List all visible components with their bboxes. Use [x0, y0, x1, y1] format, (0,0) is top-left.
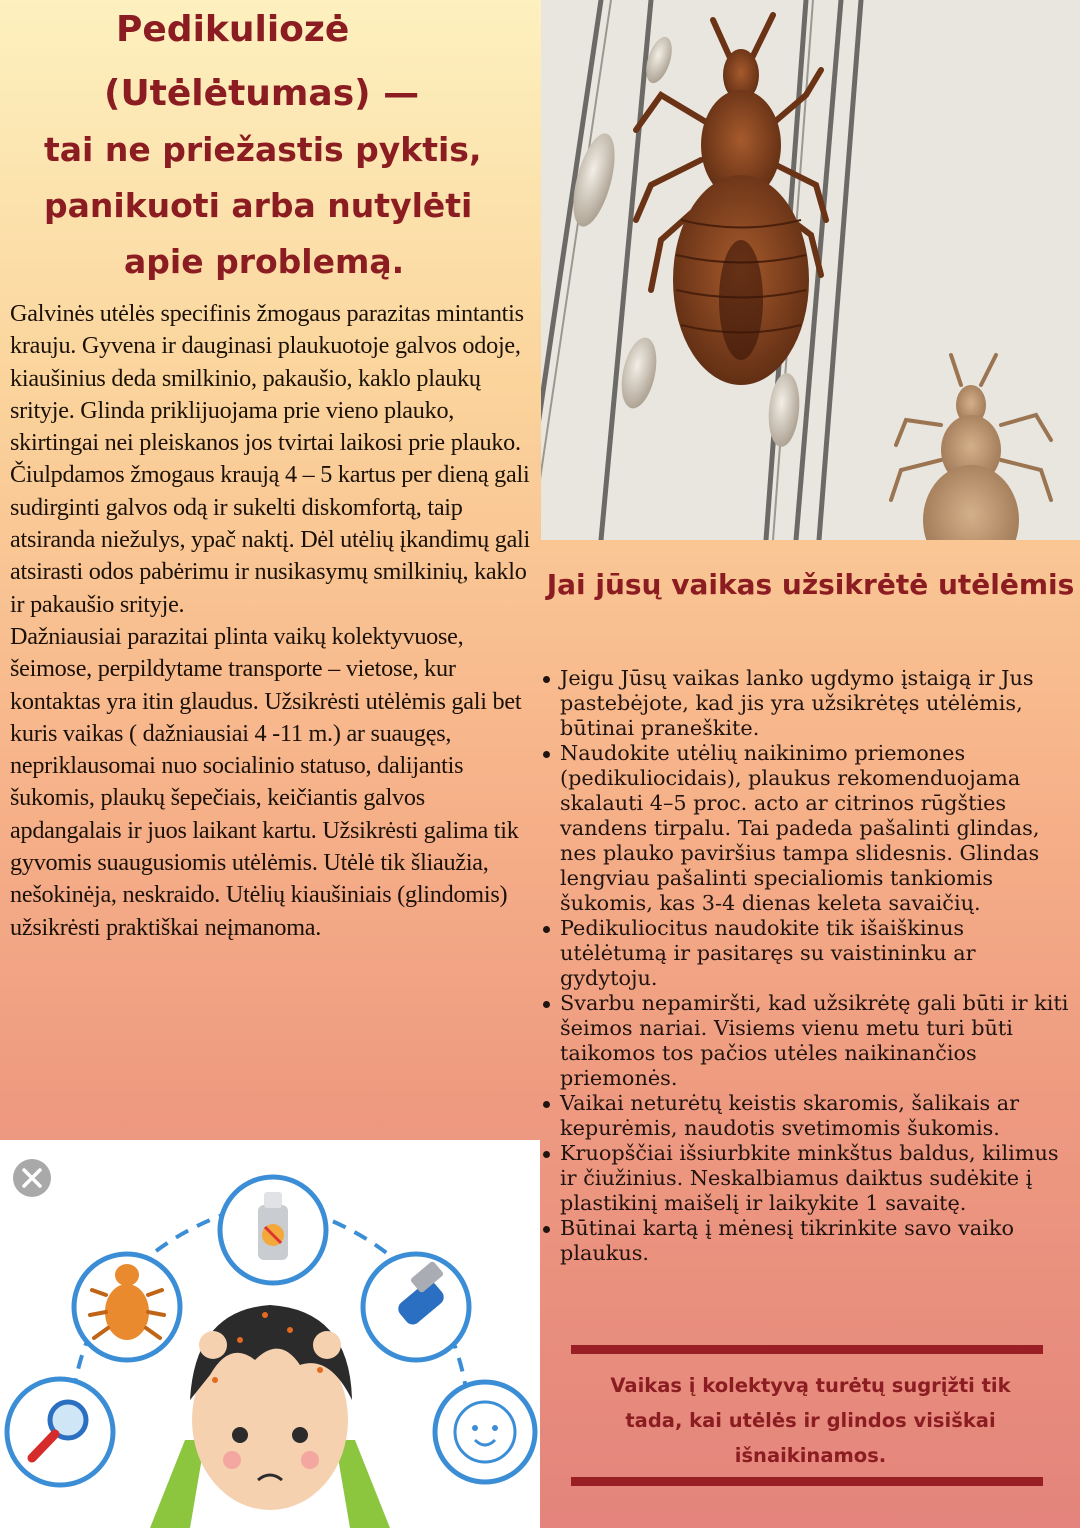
list-item: Pedikuliocitus naudokite tik išaiškinus utėlėtumą ir pasitaręs su vaistininku ar gydytoju. — [541, 916, 1073, 991]
intro-paragraph: Dažniausiai parazitai plinta vaikų kolektyvuose, šeimose, perpildytame transporte – vietose, kur kontaktas yra itin glaudus. Užsikrėsti utėlėmis gali bet kuris vaikas ( dažniausiai 4 -11 m.) ar suaugęs, nepriklausomai nuo socialinio statuso, dalijantis šukomis, plaukų šepečiais, keičiantis galvos apdangalais ir juos laikant kartu. Užsikrėsti galima tik gyvomis suaugusiomis utėlėmis. Utėlė tik šliaužia, nešokinėja, neskraido. Utėlių kiaušiniais (glindomis) užsikrėsti praktiškai neįmanoma. — [10, 622, 522, 941]
closing-line: išnaikinamos. — [734, 1444, 887, 1467]
intro-paragraph: Čiulpdamos žmogaus kraują 4 – 5 kartus per dieną gali sudirginti galvos odą ir sukelti diskomfortą, taip atsiranda niežulys, ypač naktį. Dėl utėlių įkandimų gali atsirasti odos pabėrimu ir nusikasymų smilkinių, kaklo ir pakaušio srityje. — [10, 461, 530, 618]
louse-icon — [74, 1254, 180, 1360]
title-line-2: (Utėlėtumas) — — [104, 73, 420, 114]
list-item: Svarbu nepamiršti, kad užsikrėtę gali būti ir kiti šeimos nariai. Visiems vienu metu turi būti taikomos tos pačios utėles naikinančios priemonės. — [541, 991, 1073, 1091]
spray-bottle-icon — [220, 1177, 326, 1283]
comb-icon — [363, 1254, 469, 1360]
left-column — [0, 0, 540, 1140]
baby-face-icon — [435, 1382, 535, 1482]
title-line-3: tai ne priežastis pyktis, — [44, 130, 482, 169]
magnifier-icon — [7, 1379, 113, 1485]
title-line-5: apie problemą. — [124, 242, 405, 281]
child-figure — [150, 1305, 390, 1528]
lice-drawing — [541, 0, 1080, 540]
intro-text — [10, 298, 535, 944]
closing-line: tada, kai utėlės ir glindos visiškai — [625, 1409, 996, 1432]
children-illustration — [0, 1140, 540, 1528]
child-illustration-drawing — [0, 1140, 540, 1528]
closing-line: Vaikas į kolektyvą turėtų sugrįžti tik — [610, 1374, 1011, 1397]
closing-note — [541, 1368, 1080, 1473]
divider-bottom — [571, 1477, 1043, 1486]
list-item: Jeigu Jūsų vaikas lanko ugdymo įstaigą ir Jus pastebėjote, kad jis yra užsikrėtęs utėlėmis, būtinai praneškite. — [541, 666, 1073, 741]
list-item: Vaikai neturėtų keistis skaromis, šalikais ar kepurėmis, naudotis svetimomis šukomis. — [541, 1091, 1073, 1141]
title-line-1: Pedikuliozė — [116, 9, 350, 50]
list-item: Kruopščiai išsiurbkite minkštus baldus, kilimus ir čiužinius. Neskalbiamus daiktus sudėkite į plastikinį maišelį ir laikykite 1 savaitę. — [541, 1141, 1073, 1216]
divider-top — [571, 1345, 1043, 1354]
title-line-4: panikuoti arba nutylėti — [44, 186, 473, 225]
intro-paragraph: Galvinės utėlės specifinis žmogaus parazitas mintantis krauju. Gyvena ir dauginasi plaukuotoje galvos odoje, kiaušinius deda smilkinio, pakaušio, kaklo plaukų srityje. Glinda priklijuojama prie vieno plauko, skirtingai nei pleiskanos jos tvirtai laikosi prie plauko. — [10, 300, 524, 457]
list-item: Būtinai kartą į mėnesį tikrinkite savo vaiko plaukus. — [541, 1216, 1073, 1266]
advice-list — [541, 666, 1073, 1266]
list-item: Naudokite utėlių naikinimo priemones (pedikuliocidais), plaukus rekomenduojama skalauti 4–5 proc. acto ar citrinos rūgšties vandens tirpalu. Tai padeda pašalinti glindas, nes plauko paviršius tampa slidesnis. Glindas lengviau pašalinti specialiomis tankiomis šukomis, kas 3-4 dienas keleta savaičių. — [541, 741, 1073, 916]
right-column — [541, 540, 1080, 1528]
advice-heading: Jai jūsų vaikas užsikrėtė utėlėmis — [546, 568, 1075, 601]
close-icon[interactable] — [13, 1159, 51, 1197]
lice-illustration — [541, 0, 1080, 540]
